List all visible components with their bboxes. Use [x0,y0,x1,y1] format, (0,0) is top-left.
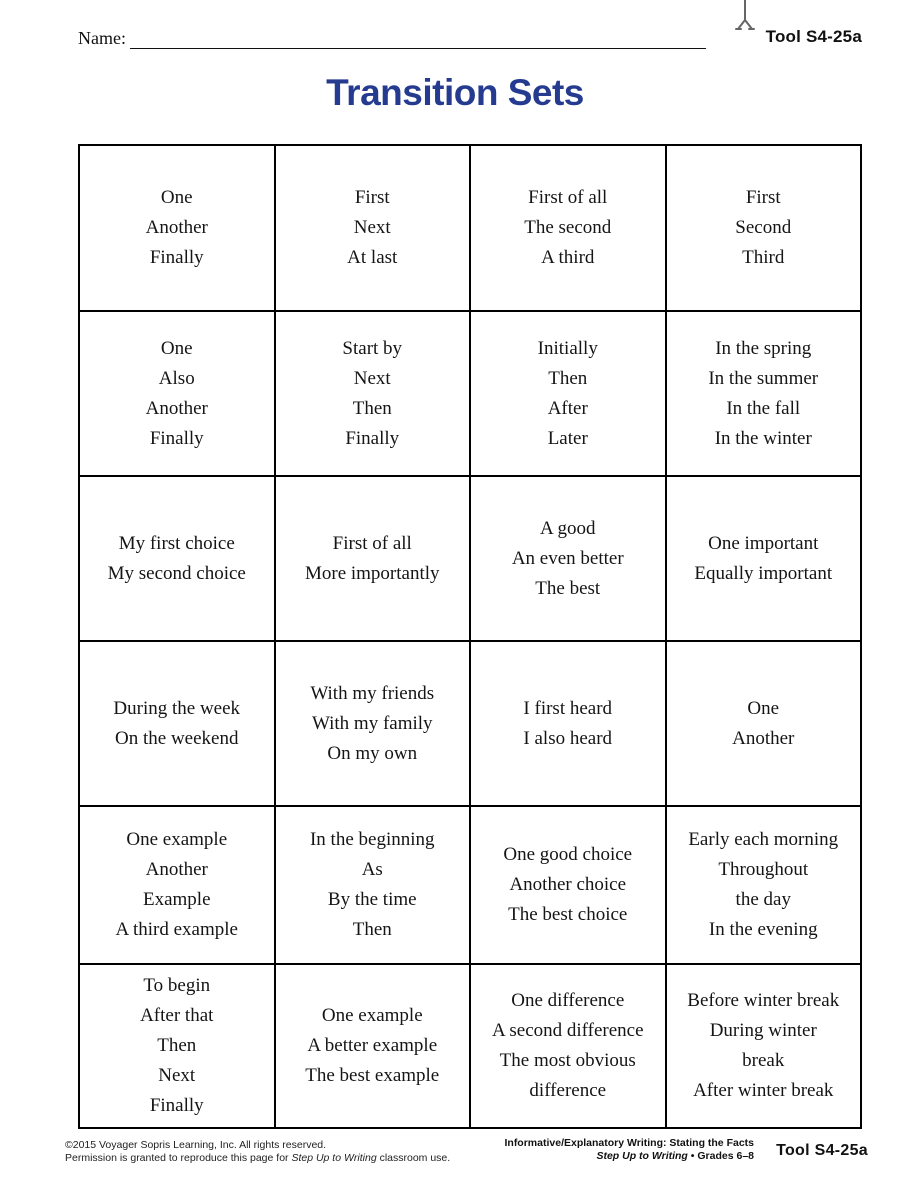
transition-word-line: During the week [113,697,241,719]
permission-series-name: Step Up to Writing [291,1152,377,1164]
transition-word-line: Third [742,247,785,268]
transition-set-cell [79,476,275,641]
transition-word-line: Another [145,217,208,238]
transition-word-line: One [747,697,780,719]
transition-word-line: In the beginning [309,829,435,850]
transition-word-line: One [160,187,193,208]
transition-word-line: A third [541,247,595,268]
transition-word-line: Then [548,367,588,389]
transition-word-line: After [547,397,588,419]
transition-table-body [79,145,861,1128]
transition-word-line: break [742,1050,785,1071]
text-cursor-icon [733,0,757,36]
transition-word-line: My second choice [107,562,246,584]
transition-set-cell [275,311,471,476]
copyright-line: ©2015 Voyager Sopris Learning, Inc. All rights reserved. [65,1139,327,1151]
transition-word-line: Start by [342,337,403,359]
permission-line [65,1152,450,1165]
program-series-line [504,1150,754,1163]
transition-word-line: One difference [511,990,625,1011]
transition-word-line: With my friends [310,682,435,704]
transition-word-line: Throughout [718,859,809,880]
transition-word-line: One [160,337,193,359]
transition-word-line: A better example [307,1035,438,1056]
transition-word-line: Another choice [509,874,627,895]
table-row [79,476,861,641]
transition-word-line: Example [142,889,211,910]
transition-set-cell [275,476,471,641]
transition-word-line: Next [158,1065,196,1086]
transition-word-line: The best choice [508,904,628,925]
transition-word-line: The second [524,217,612,238]
transition-word-line: I also heard [523,727,613,749]
transition-set-cell [666,145,862,311]
tool-label-bottom: Tool S4-25a [776,1142,868,1159]
transition-word-line: The most obvious [499,1050,636,1071]
table-row [79,311,861,476]
transition-word-line: Then [352,397,392,419]
transition-word-line: After winter break [693,1080,834,1101]
transition-set-cell [666,806,862,964]
transition-word-line: A good [540,517,596,539]
transition-word-line: An even better [511,547,624,569]
transition-word-line: Another [145,397,208,419]
series-name: Step Up to Writing [596,1150,688,1162]
transition-word-line: During winter [709,1020,817,1041]
transition-word-line: One example [321,1005,423,1026]
footer-copyright [65,1139,450,1165]
transition-set-cell [275,806,471,964]
transition-word-line: Then [352,919,392,940]
transition-word-line: Finally [149,427,204,449]
transition-set-cell [275,145,471,311]
transition-word-line: To begin [143,975,211,996]
name-label: Name: [78,28,126,48]
transition-word-line: A third example [115,919,238,940]
transition-set-cell [470,964,666,1128]
transition-word-line: Finally [149,1095,204,1116]
transition-word-line: One important [708,532,819,554]
transition-word-line: Then [157,1035,197,1056]
page-title: Transition Sets [326,72,584,113]
transition-word-line: Before winter break [687,990,840,1011]
permission-suffix: classroom use. [376,1152,451,1164]
transition-set-cell [79,806,275,964]
transition-word-line: One good choice [503,844,633,865]
transition-word-line: My first choice [118,532,235,554]
transition-word-line: One example [126,829,228,850]
table-row [79,641,861,806]
transition-word-line: the day [735,889,791,910]
transition-word-line: First [745,187,781,208]
transition-word-line: First [354,187,390,208]
transition-word-line: Early each morning [688,829,839,850]
transition-word-line: Next [353,217,391,238]
transition-word-line: Initially [537,337,598,359]
transition-word-line: In the evening [708,919,818,940]
transition-word-line: Another [732,727,795,749]
transition-word-line: A second difference [491,1020,644,1041]
transition-set-cell [79,641,275,806]
transition-set-cell [470,145,666,311]
transition-word-line: On the weekend [115,727,239,749]
transition-set-cell [666,476,862,641]
transition-set-cell [79,311,275,476]
transition-word-line: Also [158,367,195,389]
transition-word-line: On my own [327,742,418,764]
transition-word-line: First of all [528,187,608,208]
transition-set-cell [666,311,862,476]
transition-set-cell [275,964,471,1128]
series-grades: • Grades 6–8 [687,1150,754,1162]
transition-word-line: In the spring [715,337,812,359]
transition-word-line: In the summer [708,367,819,389]
transition-word-line: The best example [305,1065,440,1086]
transition-word-line: I first heard [523,697,613,719]
transition-word-line: At last [347,247,398,268]
transition-set-cell [666,964,862,1128]
transition-word-line: In the fall [726,397,801,419]
transition-word-line: Second [735,217,792,238]
name-blank-line [130,30,706,49]
transition-set-cell [79,145,275,311]
transition-word-line: After that [140,1005,214,1026]
transition-table [78,144,862,1129]
permission-prefix: Permission is granted to reproduce this page for [65,1152,292,1164]
transition-word-line: Later [547,427,588,449]
tool-label-top: Tool S4-25a [765,27,862,46]
footer-program-info [504,1137,754,1163]
transition-set-cell [470,311,666,476]
transition-set-cell [470,806,666,964]
transition-set-cell [275,641,471,806]
program-title-line: Informative/Explanatory Writing: Stating the Facts [504,1137,754,1149]
transition-word-line: difference [529,1080,607,1101]
transition-word-line: By the time [327,889,417,910]
table-row [79,145,861,311]
transition-word-line: Finally [149,247,204,268]
transition-word-line: More importantly [304,562,440,584]
transition-word-line: Equally important [694,562,833,584]
name-row [78,28,712,49]
transition-word-line: Finally [345,427,400,449]
transition-word-line: With my family [311,712,433,734]
table-row [79,806,861,964]
transition-word-line: In the winter [714,427,812,449]
transition-word-line: The best [535,577,601,599]
transition-set-cell [666,641,862,806]
transition-set-cell [79,964,275,1128]
transition-word-line: As [361,859,383,880]
transition-word-line: Another [145,859,208,880]
table-row [79,964,861,1128]
transition-word-line: First of all [332,532,412,554]
transition-set-cell [470,641,666,806]
transition-word-line: Next [353,367,391,389]
transition-set-cell [470,476,666,641]
